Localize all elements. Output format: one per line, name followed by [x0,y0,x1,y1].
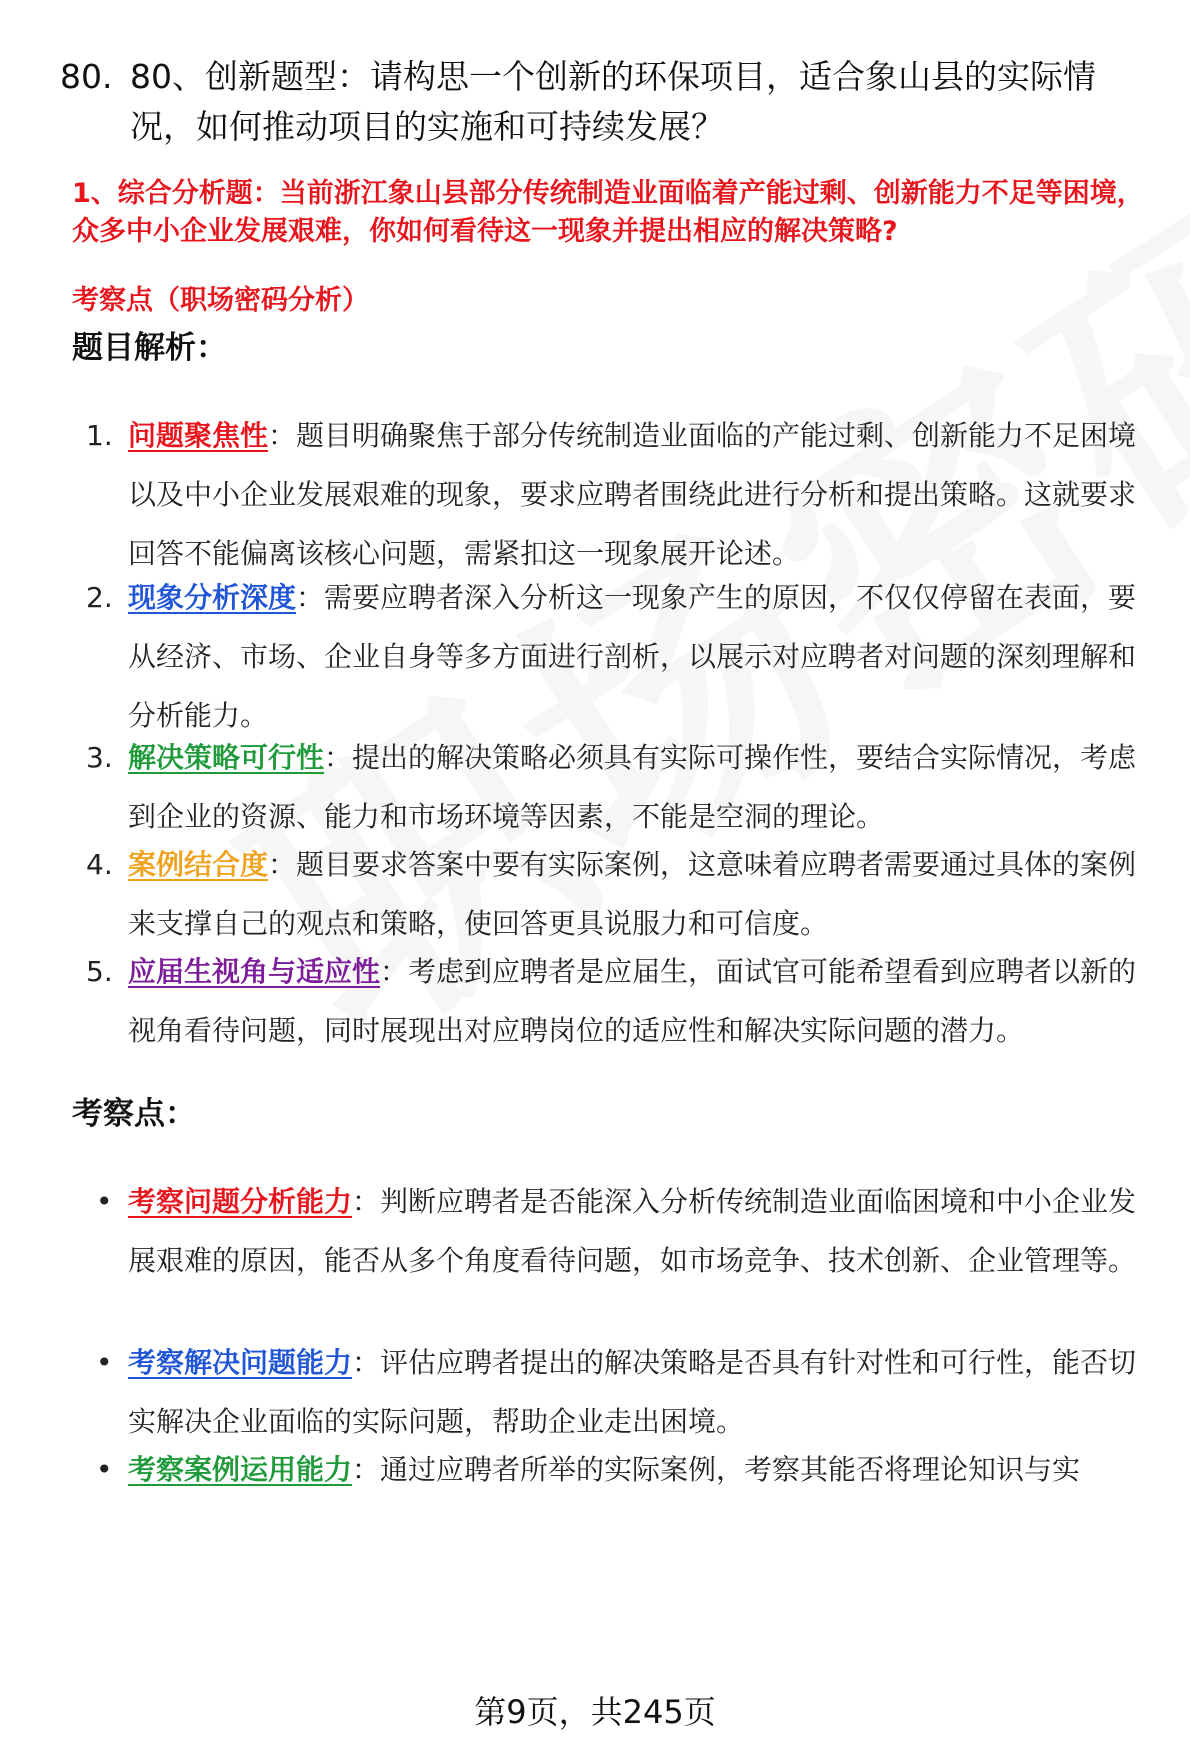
item-text: ：通过应聘者所举的实际案例，考察其能否将理论知识与实 [352,1453,1081,1486]
item-keyword: 问题聚焦性 [128,419,269,452]
item-text: ：题目要求答案中要有实际案例，这意味着应聘者需要通过具体的案例来支撑自己的观点和策略，使回答更具说服力和可信度。 [128,848,1137,940]
item-keyword: 考察解决问题能力 [128,1346,353,1379]
item-text: ：提出的解决策略必须具有实际可操作性，要结合实际情况，考虑到企业的资源、能力和市场环境等因素，不能是空洞的理论。 [128,741,1137,833]
item-marker: 4. [86,848,113,881]
bullet-icon: • [96,1185,113,1218]
red-subtitle: 考察点（职场密码分析） [72,285,369,316]
item-text: ：题目明确聚焦于部分传统制造业面临的产能过剩、创新能力不足困境以及中小企业发展艰难的现象，要求应聘者围绕此进行分析和提出策略。这就要求回答不能偏离该核心问题，需紧扣这一现象展开论述。 [128,419,1137,570]
bullet-icon: • [96,1346,113,1379]
item-marker: 3. [86,741,113,774]
item-text: ：考虑到应聘者是应届生，面试官可能希望看到应聘者以新的视角看待问题，同时展现出对应聘岗位的适应性和解决实际问题的潜力。 [128,955,1137,1047]
red-title: 1、综合分析题：当前浙江象山县部分传统制造业面临着产能过剩、创新能力不足等困境，众多中小企业发展艰难，你如何看待这一现象并提出相应的解决策略? [72,178,1144,247]
item-keyword: 考察案例运用能力 [128,1453,353,1486]
item-text: ：需要应聘者深入分析这一现象产生的原因，不仅仅停留在表面，要从经济、市场、企业自身等多方面进行剖析，以展示对应聘者对问题的深刻理解和分析能力。 [128,581,1137,732]
item-keyword: 现象分析深度 [128,581,297,614]
analysis-heading: 题目解析： [72,330,227,366]
question-text: 80、创新题型：请构思一个创新的环保项目，适合象山县的实际情况，如何推动项目的实施和可持续发展？ [130,57,1096,146]
item-keyword: 案例结合度 [128,848,269,881]
question [60,52,1150,152]
page-footer: 第9页，共245页 [474,1693,716,1731]
item-keyword: 应届生视角与适应性 [128,955,381,988]
points-heading: 考察点： [72,1096,196,1132]
item-text: ：判断应聘者是否能深入分析传统制造业面临困境和中小企业发展艰难的原因，能否从多个角度看待问题，如市场竞争、技术创新、企业管理等。 [128,1185,1137,1277]
item-text: ：评估应聘者提出的解决策略是否具有针对性和可行性，能否切实解决企业面临的实际问题，帮助企业走出困境。 [128,1346,1137,1438]
item-keyword: 解决策略可行性 [128,741,325,774]
item-keyword: 考察问题分析能力 [128,1185,353,1218]
bullet-icon: • [96,1453,113,1486]
item-marker: 5. [86,955,113,988]
item-marker: 1. [86,419,113,452]
item-marker: 2. [86,581,113,614]
question-number: 80. [60,57,113,96]
